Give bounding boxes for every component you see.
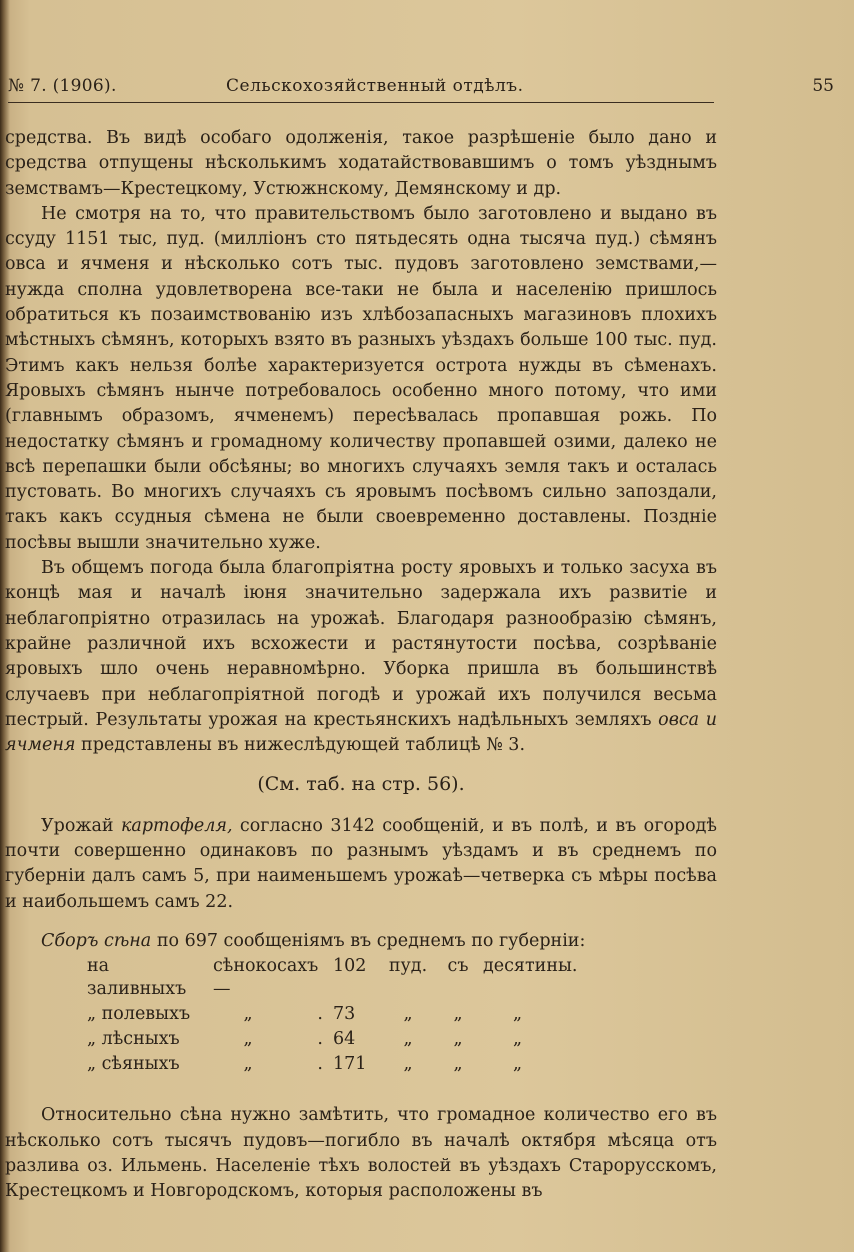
hay-dot: . [317, 1004, 323, 1025]
hay-unit: „ [403, 1004, 413, 1025]
paragraph-1: средства. Въ видѣ особаго одолженія, такое разрѣшеніе было дано и средства отпущены нѣсколькимъ ходатайствовавшимъ о томъ уѣзднымъ земствамъ—Крестецкому, Устюжнскому, Демянскому и др. [5, 128, 717, 199]
hay-value: 73 [333, 1004, 356, 1025]
hay-title [5, 929, 717, 954]
hay-c1: „ [453, 1054, 463, 1075]
hay-value: 171 [333, 1054, 367, 1075]
hay-section [5, 929, 717, 1077]
hay-row [87, 1027, 577, 1052]
page-number: 55 [812, 76, 834, 96]
hay-mid-mark: „ [243, 1029, 253, 1050]
paragraph-3-text: Въ общемъ погода была благопріятна росту яровыхъ и только засуха въ концѣ мая и началѣ іюня значительно задержала ихъ развитіе и неблагопріятно отразилась на урожаѣ. Благодаря разнообразію сѣмянъ, крайне различной ихъ всхожести и растянутости посѣва, созрѣваніе яровыхъ шло очень неравномѣрно. Уборка пришла въ большинствѣ случаевъ при неблагопріятной погодѣ и урожай ихъ получился весьма пестрый. Результаты урожая на крестьянскихъ надѣльныхъ земляхъ [5, 558, 717, 730]
hay-label: на заливныхъ [87, 956, 187, 1000]
hay-c2: десятины. [483, 956, 578, 977]
hay-value: 64 [333, 1029, 356, 1050]
hay-dot: . [317, 1029, 323, 1050]
hay-c2: „ [513, 1004, 523, 1025]
hay-row [87, 1002, 577, 1027]
body-text [5, 126, 717, 1204]
hay-value: 102 [333, 956, 367, 977]
hay-label: „ сѣяныхъ [87, 1054, 180, 1075]
hay-unit: „ [403, 1054, 413, 1075]
potato-paragraph [5, 814, 717, 915]
section-title: Сельскохозяйственный отдѣлъ. [226, 76, 524, 96]
hay-c1: „ [453, 1004, 463, 1025]
hay-title-rest: по 697 сообщеніямъ въ среднемъ по губерніи: [156, 930, 586, 951]
hay-mid [213, 1027, 333, 1052]
header-rule [8, 102, 714, 103]
paragraph-3-end: представлены въ нижеслѣдующей таблицѣ № 3. [81, 735, 526, 756]
final-paragraph: Относительно сѣна нужно замѣтить, что громадное количество его въ нѣсколько сотъ тысячъ пудовъ—погибло въ началѣ октября мѣсяца отъ разлива оз. Ильмень. Населеніе тѣхъ волостей въ уѣздахъ Старорусскомъ, Крестецкомъ и Новгородскомъ, которыя расположены въ [5, 1105, 717, 1202]
journal-issue: № 7. (1906). [8, 76, 117, 96]
paragraph-3-italic: овса и ячменя [5, 709, 717, 756]
potato-word: картофеля, [120, 815, 233, 836]
hay-mid: сѣнокосахъ— [213, 956, 319, 1000]
hay-c2: „ [513, 1054, 523, 1075]
potato-rest: согласно 3142 сообщеній, и въ полѣ, и въ огородѣ почти совершенно одинаковъ по разнымъ уѣздамъ и въ среднемъ по губерніи далъ самъ 5, при наименьшемъ урожаѣ—четверка съ мѣры посѣва и наибольшемъ самъ 22. [5, 815, 717, 912]
hay-dot: . [317, 1054, 323, 1075]
hay-mid-mark: „ [243, 1054, 253, 1075]
hay-unit: „ [403, 1029, 413, 1050]
spacer [5, 1077, 717, 1103]
paragraph-3 [5, 556, 717, 758]
hay-label: „ лѣсныхъ [87, 1029, 180, 1050]
hay-c1: съ [447, 956, 469, 977]
running-header [8, 76, 714, 96]
hay-label: „ полевыхъ [87, 1004, 191, 1025]
table-reference: (См. таб. на стр. 56). [257, 773, 465, 796]
hay-row [87, 954, 577, 1002]
hay-mid [213, 1002, 333, 1027]
hay-unit: пуд. [388, 956, 428, 977]
hay-row [87, 1052, 577, 1077]
hay-mid [213, 1052, 333, 1077]
paragraph-2: Не смотря на то, что правительствомъ было заготовлено и выдано въ ссуду 1151 тыс, пуд. (милліонъ сто пятьдесять одна тысяча пуд.) сѣмянъ овса и ячменя и нѣсколько сотъ тыс. пудовъ заготовлено земствами,—нужда сполна удовлетворена все-таки не была и населенію пришлось обратиться къ позаимствованію изъ хлѣбозапасныхъ магазиновъ плохихъ мѣстныхъ сѣмянъ, которыхъ взято въ разныхъ уѣздахъ больше 100 тыс. пуд. Этимъ какъ нельзя болѣе характеризуется острота нужды въ сѣменахъ. Яровыхъ сѣмянъ нынче потребовалось особенно много потому, что ими (главнымъ образомъ, ячменемъ) пересѣвалась пропавшая рожь. По недостатку сѣмянъ и громадному количеству пропавшей озими, далеко не всѣ перепашки были обсѣяны; во многихъ случаяхъ земля такъ и осталась пустовать. Во многихъ случаяхъ съ яровымъ посѣвомъ сильно запоздали, такъ какъ ссудныя сѣмена не были своевременно доставлены. Поздніе посѣвы вышли значительно хуже. [5, 203, 717, 553]
hay-table [87, 954, 577, 1077]
hay-c1: „ [453, 1029, 463, 1050]
hay-mid-mark: „ [243, 1004, 253, 1025]
potato-lead: Урожай [41, 815, 114, 836]
hay-c2: „ [513, 1029, 523, 1050]
hay-title-italic: Сборъ сѣна [41, 930, 152, 951]
